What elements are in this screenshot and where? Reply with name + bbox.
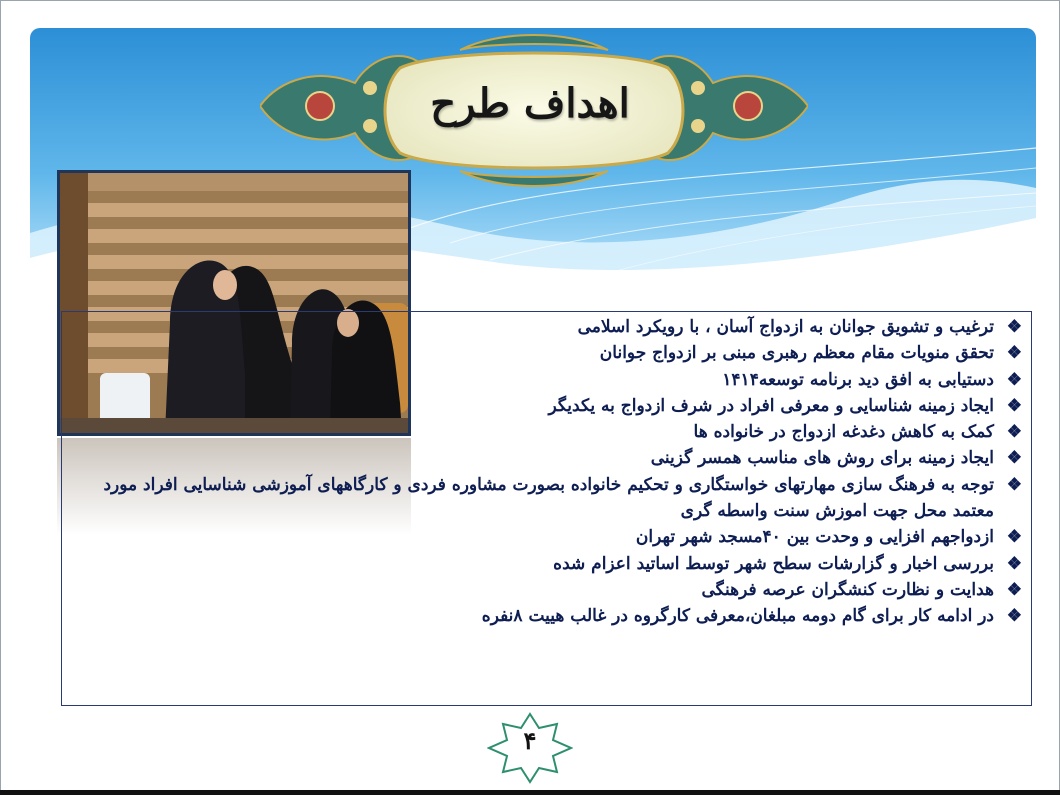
goal-item: ❖ ترغیب و تشویق جوانان به ازدواج آسان ، با رویکرد اسلامی <box>74 314 1024 340</box>
goal-item: ❖ کمک به کاهش دغدغه ازدواج در خانواده ها <box>74 419 1024 445</box>
four-diamond-bullet-icon: ❖ <box>1006 579 1022 600</box>
goal-item: ❖ دستیابی به افق دید برنامه توسعه۱۴۱۴ <box>74 367 1024 393</box>
goal-item: ❖ ایجاد زمینه شناسایی و معرفی افراد در شرف ازدواج به یکدیگر <box>74 393 1024 419</box>
goals-list <box>74 314 1024 630</box>
four-diamond-bullet-icon: ❖ <box>1006 369 1022 390</box>
four-diamond-bullet-icon: ❖ <box>1006 474 1022 495</box>
goal-item: ❖ توجه به فرهنگ سازی مهارتهای خواستگاری و تحکیم خانواده بصورت مشاوره فردی و کارگاههای آموزشی شناسایی افراد مورد معتمد محل جهت اموزش سنت واسطه گری <box>74 472 1024 525</box>
goal-item: ❖ هدایت و نظارت کنشگران عرصه فرهنگی <box>74 577 1024 603</box>
four-diamond-bullet-icon: ❖ <box>1006 606 1022 627</box>
page-number: ۴ <box>523 726 537 755</box>
four-diamond-bullet-icon: ❖ <box>1006 343 1022 364</box>
four-diamond-bullet-icon: ❖ <box>1006 422 1022 443</box>
four-diamond-bullet-icon: ❖ <box>1006 395 1022 416</box>
goal-item: ❖ بررسی اخبار و گزارشات سطح شهر توسط اساتید اعزام شده <box>74 551 1024 577</box>
page-title: اهداف طرح <box>430 80 630 127</box>
four-diamond-bullet-icon: ❖ <box>1006 317 1022 337</box>
four-diamond-bullet-icon: ❖ <box>1006 448 1022 469</box>
goal-item: ❖ تحقق منویات مقام معظم رهبری مبنی بر ازدواج جوانان <box>74 340 1024 366</box>
goal-item: ❖ ازدواجهم افزایی و وحدت بین ۴۰مسجد شهر تهران <box>74 524 1024 550</box>
goal-item: ❖ در ادامه کار برای گام دومه مبلغان،معرفی کارگروه در غالب هییت ۸نفره <box>74 603 1024 629</box>
four-diamond-bullet-icon: ❖ <box>1006 553 1022 574</box>
four-diamond-bullet-icon: ❖ <box>1006 527 1022 548</box>
goal-item: ❖ ایجاد زمینه برای روش های مناسب همسر گزینی <box>74 445 1024 471</box>
bottom-border-line <box>0 790 1060 795</box>
